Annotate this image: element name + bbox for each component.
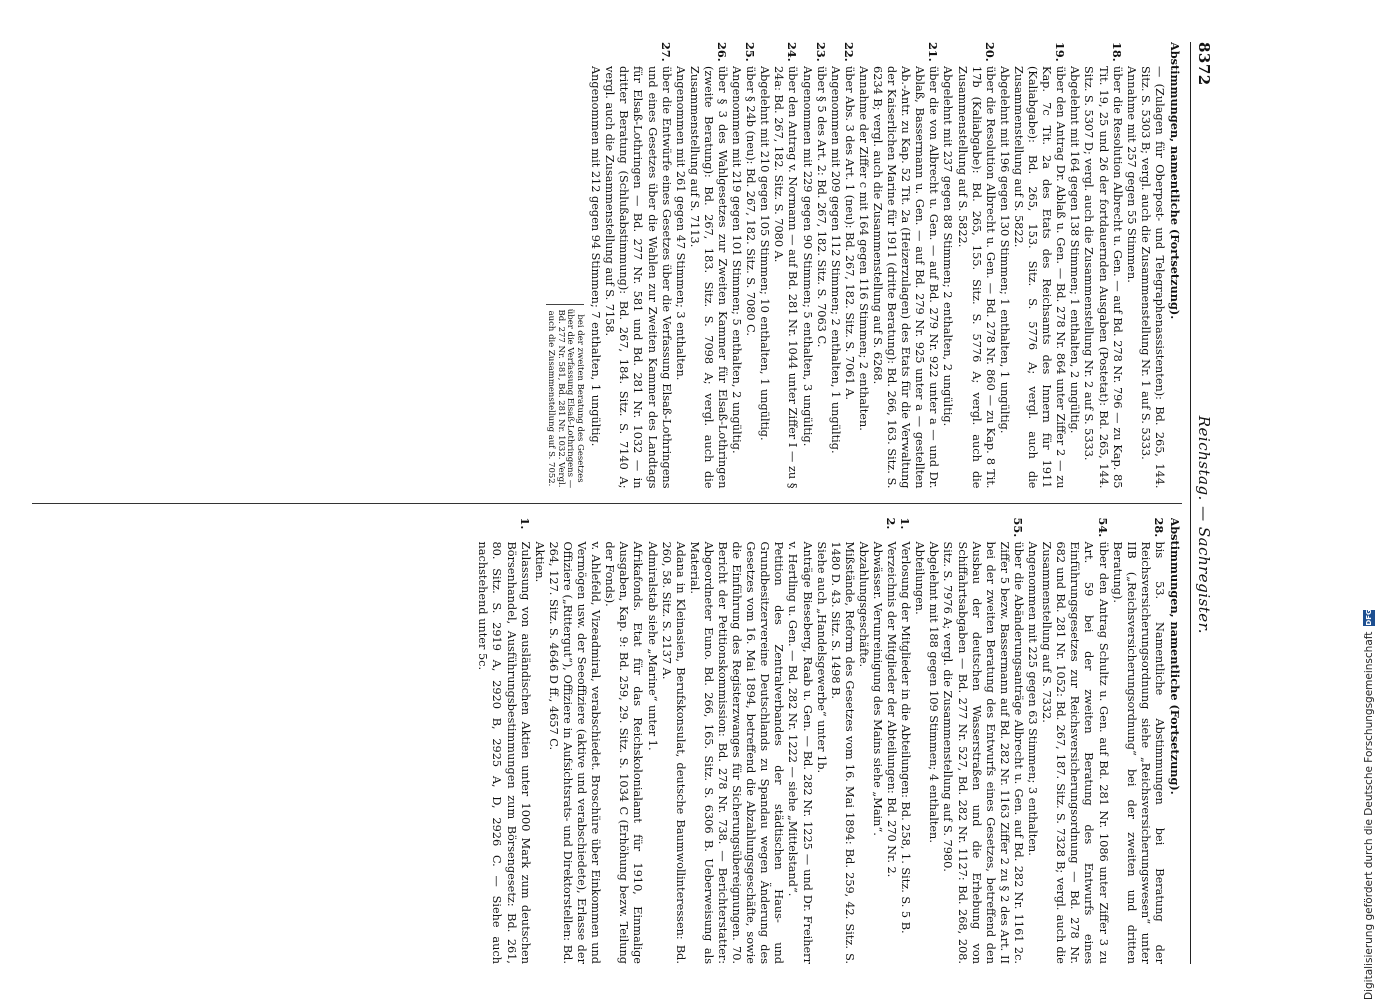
entry-text: bis 53. Namentliche Abstimmungen bei Beratung der Reichsversicherungsordnung siehe „Reichsversicherungswesen“ unter IIB („Reichsversicherungsordnung“ bei der zweiten und dritten Beratung).: [1110, 541, 1166, 964]
entry-row: [997, 42, 1011, 489]
entry-text: über den Antrag Schultz u. Gen. auf Bd. 281 Nr. 1086 unter Ziffer 3 zu Art. 59 bei der zweiten Beratung des Entwurfs eines Einführungsgesetzes zur Reichsversicherungsordnung — Bd. 278 Nr. 682 und Bd. 281 Nr. 1052: Bd. 267, 187. Sitz. S. 7328 B; vergl. auch die Zusammenstellung auf S. 7332.: [1040, 541, 1110, 964]
entry-number: 27.: [658, 42, 673, 62]
page-header: [1190, 42, 1213, 964]
dfg-logo-icon: DFG: [1365, 609, 1373, 626]
entry-text: Verzeichnis der Mitglieder der Abteilungen: Bd. 270 Nr. 2.: [885, 541, 899, 878]
entry-text: Afrikafonds. Etat für das Reichskolonialamt für 1910, Einmalige Ausgaben, Kap. 9: Bd. 259, 29. Sitz. S. 1034 C (Erhöhung bezw. Teilung der Fonds).: [603, 541, 645, 964]
entry-text: Abgelehnt mit 237 gegen 88 Stimmen; 2 enthalten, 2 ungültig.: [941, 66, 955, 427]
entry-row: [659, 518, 687, 965]
entry-number: [814, 518, 828, 542]
entry-number: 23.: [813, 42, 828, 62]
entry-row: [687, 42, 729, 489]
entry-text: — (Zulagen für Oberpost- und Telegraphenassistenten): Bd. 265, 144. Sitz. S. 5303 B; vergl. auch die Zusammenstellung Nr. 1 auf S. 5333.: [1138, 66, 1166, 489]
entry-row: [1124, 42, 1138, 489]
entry-number: [828, 42, 842, 66]
entry-text: über die Resolution Albrecht u. Gen. — auf Bd. 278 Nr. 796 — zu Kap. 85 Tit. 19, 25 und 26 der fortdauernden Ausgaben (Postetat): Bd. 265, 144. Sitz. S. 5307 D; vergl. auch die Zusammenstellung Nr. 2 auf S. 5333.: [1082, 66, 1124, 489]
entry-number: [644, 518, 658, 542]
entry-number: 21.: [926, 42, 941, 62]
entry-number: 55.: [1010, 517, 1025, 538]
entry-row: [475, 518, 531, 965]
entry-row: [842, 42, 856, 489]
entry-text: über § 3 des Wahlgesetzes zur Zweiten Kammer für Elsaß-Lothringen (zweite Beratung): Bd. 267, 183. Sitz. S. 7098 A; vergl. auch die Zusammenstellung auf S. 7113.: [687, 66, 729, 489]
entry-row: [912, 518, 926, 965]
entry-number: [997, 42, 1011, 66]
entry-row: [828, 518, 856, 965]
entry-text: Aktien.: [532, 541, 546, 583]
entry-row: [644, 518, 658, 965]
entry-number: 19.: [1053, 42, 1068, 62]
entry-row: [870, 518, 884, 965]
entry-number: 26.: [715, 42, 729, 62]
entry-text: über die von Albrecht u. Gen. — auf Bd. 279 Nr. 922 unter a — und Dr. Ablaß, Bassermann u. Gen. — auf Bd. 279 Nr. 925 unter a — gestellten Ab.-Antr. zu Kap. 52 Tit. 2a (Heizerzulagen) des Etats für die Verwaltung der Kaiserlichen Marine für 1911 (dritte Beratung): Bd. 266, 163. Sitz. S. 6234 B; vergl. auch die Zusammenstellung auf S. 6268.: [871, 66, 941, 489]
entry-number: 54.: [1095, 517, 1110, 538]
right-entries: [475, 518, 1166, 965]
columns: [32, 42, 1182, 964]
entry-row: [687, 518, 786, 965]
entry-text: Siehe auch „Handelsgewerbe“ unter 1b.: [814, 541, 828, 774]
entry-text: über den Antrag Dr. Ablaß u. Gen. — Bd. 278 Nr. 864 unter Ziffer 2 — zu Kap. 7c Tit. 2a des Etats des Reichsamts des Innern für 1911 (Kaliabgabe): Bd. 265, 153. Sitz. S. 5776 A; vergl. auch die Zusammenstellung auf S. 5822.: [1011, 66, 1068, 489]
entry-row: [1067, 42, 1081, 489]
entry-row: [1138, 42, 1166, 489]
entry-text: Abgelehnt mit 196 gegen 130 Stimmen; 1 enthalten, 1 ungültig.: [997, 66, 1011, 434]
entry-number: [532, 518, 546, 542]
entry-row: [1039, 518, 1109, 965]
entry-row: [856, 42, 870, 489]
entry-number: [1067, 42, 1081, 66]
entry-row: [743, 42, 757, 489]
entry-text: über den Antrag v. Normann — auf Bd. 281 Nr. 1044 unter Ziffer I — zu § 24a: Bd. 267, 182. Sitz. S. 7080 A.: [772, 66, 800, 489]
entry-text: Annahme mit 257 gegen 55 Stimmen.: [1124, 66, 1138, 283]
entry-number: [940, 42, 954, 66]
side-bracket-note: bei der zweiten Beratung des Gesetzes über die Verfassung Elsaß-Lothringens — Bd. 277 Nr. 581, Bd. 281 Nr. 1032. Vergl. auch die Zusammenstellung auf S. 7052.: [546, 304, 584, 489]
footer-text: Digitalisierung gefördert durch die Deutsche Forschungsgemeinschaft: [1363, 631, 1375, 1000]
entry-text: über die Entwürfe eines Gesetzes über die Verfassung Elsaß-Lothringens und eines Gesetzes über die Wahlen zur Zweiten Kammer des Landtags für Elsaß-Lothringen — Bd. 277 Nr. 581 und Bd. 281 Nr. 1032 — in dritter Beratung (Schlußabstimmung): Bd. 267, 184. Sitz. S. 7140 A; vergl. auch die Zusammenstellung auf S. 7158.: [603, 66, 673, 489]
entry-text: Abgelehnt mit 164 gegen 138 Stimmen; 1 enthalten, 2 ungültig.: [1068, 66, 1082, 434]
entry-text: Abteilungen.: [913, 541, 927, 615]
entry-row: [771, 42, 799, 489]
entry-text: über die Abänderungsanträge Albrecht u. Gen. auf Bd. 282 Nr. 1161 2c. Ziffer 5 bezw. Bassermann auf Bd. 282 Nr. 1163 Ziffer 2 zu § 2 des Art. II bei der zweiten Beratung des Entwurfs eines Gesetzes, betreffend den Ausbau der deutschen Wasserstraßen und die Erhebung von Schiffahrtsabgaben — Bd. 277 Nr. 527, Bd. 282 Nr. 1127: Bd. 268, 208. Sitz. S. 7976 A; vergl. die Zusammenstellung auf S. 7980.: [941, 541, 1025, 964]
entry-text: Abgelehnt mit 188 gegen 109 Stimmen; 4 enthalten.: [927, 541, 941, 843]
entry-number: [729, 42, 743, 66]
entry-text: Angenommen mit 209 gegen 112 Stimmen; 2 enthalten, 1 ungültig.: [828, 66, 842, 454]
entry-row: [940, 42, 954, 489]
entry-text: Abwässer. Verunreinigung des Mains siehe „Main“.: [871, 541, 885, 836]
entry-row: [799, 42, 813, 489]
entry-row: [856, 518, 870, 965]
entry-row: [785, 518, 813, 965]
entry-number: [659, 518, 687, 542]
entry-text: über die Resolution Albrecht u. Gen. — Bd. 278 Nr. 860 — zu Kap. 8 Tit. 17b (Kaliabgabe): Bd. 265, 155. Sitz. S. 5776 A; vergl. auch die Zusammenstellung auf S. 5822.: [955, 66, 997, 489]
entry-number: 20.: [982, 42, 997, 62]
entry-row: [814, 42, 828, 489]
entry-number: [856, 42, 870, 66]
entry-number: [602, 518, 644, 542]
entry-number: 28.: [1151, 517, 1166, 538]
column-divider: [32, 503, 1182, 504]
entry-number: [785, 518, 813, 542]
entry-number: [1025, 518, 1039, 542]
right-column: [32, 518, 1182, 965]
entry-number: 1.: [898, 517, 913, 530]
entry-text: Angenommen mit 219 gegen 101 Stimmen; 5 enthalten, 2 ungültig.: [730, 66, 744, 454]
entry-text: v. Ahlefeld, Vizeadmiral, verabschiedet. Broschüre über Einkommen und Vermögen usw. der Seeoffiziere (aktive und verabschiedete), Erlasse der Offiziere („Rittergut“), Offiziere in Aufsichtsrats- und Direktorstellen: Bd. 264, 127. Sitz. S. 4646 D ff., 4657 C.: [546, 541, 603, 964]
entry-text: Anträge Bieseberg, Raab u. Gen. — Bd. 282 Nr. 1225 — und Dr. Freiherr v. Hertling u. Gen. — Bd. 282 Nr. 1222 — siehe „Mittelstand“.: [786, 541, 814, 964]
entry-text: Admiralstab siehe „Marine“ unter 1.: [645, 541, 659, 751]
entry-text: Angenommen mit 225 gegen 63 Stimmen; 3 enthalten.: [1026, 541, 1040, 856]
entry-row: [926, 518, 940, 965]
entry-text: über § 5 des Art. 2: Bd. 267, 182. Sitz. S. 7063 C.: [814, 66, 828, 348]
entry-number: [856, 518, 870, 542]
entry-row: [884, 518, 898, 965]
entry-number: [926, 518, 940, 542]
entry-row: [546, 518, 602, 965]
entry-number: [828, 518, 856, 542]
left-column: [32, 42, 1182, 489]
entry-number: [799, 42, 813, 66]
entry-number: [588, 42, 602, 66]
entry-number: [1124, 42, 1138, 66]
left-entries: [546, 42, 1166, 489]
entry-text: Angenommen mit 229 gegen 90 Stimmen; 5 enthalten, 3 ungültig.: [800, 66, 814, 447]
entry-row: [828, 42, 842, 489]
page-number: 8372: [1195, 42, 1213, 86]
entry-number: 1.: [517, 517, 532, 530]
entry-number: [870, 518, 884, 542]
left-column-heading: Abstimmungen, namentliche (Fortsetzung).: [1168, 42, 1182, 320]
entry-text: Mißstände, Reform des Gesetzes vom 16. Mai 1894: Bd. 259, 42. Sitz. S. 1480 D. 43. Sitz. S. 1498 B.: [828, 541, 856, 964]
entry-number: 24.: [785, 42, 800, 62]
entry-row: [1110, 518, 1166, 965]
entry-row: [955, 42, 997, 489]
right-column-heading: Abstimmungen, namentliche (Fortsetzung).: [1168, 517, 1182, 795]
entry-text: über § 24b (neu): Bd. 267, 182. Sitz. S. 7080 C.: [744, 66, 758, 336]
entry-row: [673, 42, 687, 489]
entry-row: [1011, 42, 1067, 489]
entry-row: [1081, 42, 1123, 489]
entry-text: Abgelehnt mit 210 gegen 105 Stimmen; 10 enthalten, 1 ungültig.: [758, 66, 772, 441]
entry-number: 25.: [743, 42, 758, 62]
entry-text: Angenommen mit 212 gegen 94 Stimmen; 7 enthalten, 1 ungültig.: [589, 66, 603, 447]
entry-row: [814, 518, 828, 965]
entry-text: Petition des Zentralverbandes der städtischen Haus- und Grundbesitzervereine Deutschlands zu Spandau wegen Änderung des Gesetzes vom 16. Mai 1894, betreffend die Abzahlungsgeschäfte, sowie die Einführung des Registerzwanges für Sicherungsübereignungen. 70. Bericht der Petitionskommission: Bd. 278 Nr. 738. — Berichterstatter: Abgeordneter Euno. Bd. 266, 165. Sitz. S. 6306 B. Ueberweisung als Material.: [687, 541, 786, 964]
entry-row: [757, 42, 771, 489]
entry-number: [687, 518, 786, 542]
entry-row: [532, 518, 546, 965]
entry-row: [898, 518, 912, 965]
entry-row: [588, 42, 602, 489]
entry-number: 2.: [884, 517, 899, 530]
entry-text: Annahme der Ziffer c mit 164 gegen 116 Stimmen; 2 enthalten.: [856, 66, 870, 431]
digitization-footer: [1363, 10, 1375, 1000]
header-title: Reichstag. — Sachregister.: [1195, 415, 1213, 634]
entry-text: Verlosung der Mitglieder in die Abteilungen: Bd. 258, 1. Sitz. S. 5 B.: [899, 541, 913, 934]
entry-number: [757, 42, 771, 66]
entry-row: [870, 42, 940, 489]
entry-row: [602, 42, 672, 489]
entry-number: 22.: [841, 42, 856, 62]
entry-number: [912, 518, 926, 542]
entry-text: Zulassung von ausländischen Aktien unter 1000 Mark zum deutschen Börsenhandel, Ausführungsbestimmungen zum Börsengesetz: Bd. 261, 80. Sitz. S. 2919 A, 2920 B, 2925 A, D, 2926 C. — Siehe auch nachstehend unter 5c.: [476, 541, 532, 964]
entry-row: [729, 42, 743, 489]
entry-text: Abzahlungsgeschäfte.: [856, 541, 870, 668]
entry-number: 18.: [1109, 42, 1124, 62]
entry-number: [546, 518, 602, 542]
entry-row: [1025, 518, 1039, 965]
entry-row: [602, 518, 644, 965]
entry-text: über Abs. 3 des Art. 1 (neu): Bd. 267, 182. Sitz. S. 7061 A.: [842, 66, 856, 400]
entry-text: Adana in Kleinasien, Berufskonsulat, deutsche Baumwollinteressen: Bd. 260, 58. Sitz. S. 2137 A.: [659, 541, 687, 964]
entry-number: [1138, 42, 1166, 66]
entry-text: Angenommen mit 261 gegen 47 Stimmen; 3 enthalten.: [673, 66, 687, 381]
entry-row: [940, 518, 1025, 965]
entry-number: [673, 42, 687, 66]
